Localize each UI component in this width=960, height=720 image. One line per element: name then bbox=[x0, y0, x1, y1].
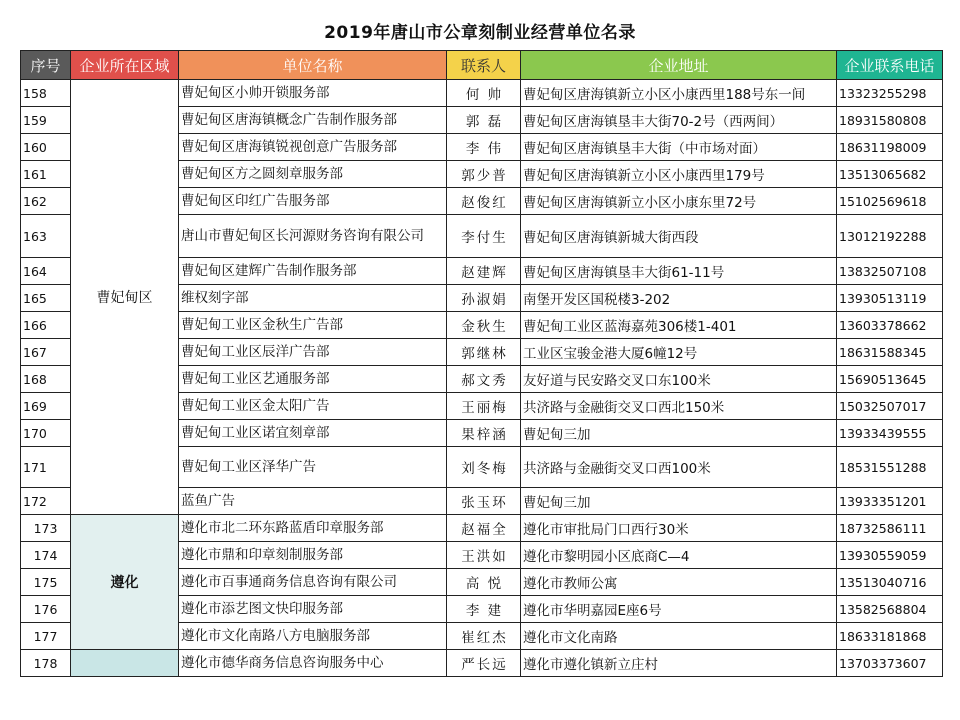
contact-person: 金秋生 bbox=[447, 312, 521, 339]
company-name: 曹妃甸工业区艺通服务部 bbox=[179, 366, 447, 393]
header-phone: 企业联系电话 bbox=[837, 51, 943, 80]
directory-table bbox=[20, 50, 943, 677]
company-name: 遵化市北二环东路蓝盾印章服务部 bbox=[179, 515, 447, 542]
company-address: 曹妃甸区唐海镇新立小区小康西里188号东一间 bbox=[521, 80, 837, 107]
company-name: 曹妃甸工业区金秋生广告部 bbox=[179, 312, 447, 339]
contact-person: 郭继林 bbox=[447, 339, 521, 366]
table-row bbox=[21, 515, 943, 542]
contact-person: 王丽梅 bbox=[447, 393, 521, 420]
row-number: 172 bbox=[21, 488, 71, 515]
page-title: 2019年唐山市公章刻制业经营单位名录 bbox=[324, 23, 636, 43]
company-address: 工业区宝骏金港大厦6幢12号 bbox=[521, 339, 837, 366]
company-name: 遵化市鼎和印章刻制服务部 bbox=[179, 542, 447, 569]
contact-person: 高 悦 bbox=[447, 569, 521, 596]
company-address: 曹妃甸工业区蓝海嘉苑306楼1-401 bbox=[521, 312, 837, 339]
company-name: 曹妃甸区唐海镇锐视创意广告服务部 bbox=[179, 134, 447, 161]
row-number: 159 bbox=[21, 107, 71, 134]
contact-person: 王洪如 bbox=[447, 542, 521, 569]
contact-person: 赵建辉 bbox=[447, 258, 521, 285]
row-number: 167 bbox=[21, 339, 71, 366]
header-row bbox=[21, 51, 943, 80]
company-address: 遵化市文化南路 bbox=[521, 623, 837, 650]
row-number: 161 bbox=[21, 161, 71, 188]
company-phone: 13933351201 bbox=[837, 488, 943, 515]
company-name: 曹妃甸区小帅开锁服务部 bbox=[179, 80, 447, 107]
contact-person: 张玉环 bbox=[447, 488, 521, 515]
company-phone: 18631198009 bbox=[837, 134, 943, 161]
table-row bbox=[21, 650, 943, 677]
company-address: 遵化市教师公寓 bbox=[521, 569, 837, 596]
row-number: 174 bbox=[21, 542, 71, 569]
company-address: 曹妃甸区唐海镇新立小区小康西里179号 bbox=[521, 161, 837, 188]
company-phone: 13930559059 bbox=[837, 542, 943, 569]
contact-person: 郭 磊 bbox=[447, 107, 521, 134]
company-address: 曹妃甸区唐海镇垦丰大街61-11号 bbox=[521, 258, 837, 285]
company-address: 遵化市黎明园小区底商C—4 bbox=[521, 542, 837, 569]
contact-person: 赵福全 bbox=[447, 515, 521, 542]
company-address: 曹妃甸区唐海镇新城大街西段 bbox=[521, 215, 837, 258]
company-name: 遵化市添艺图文快印服务部 bbox=[179, 596, 447, 623]
row-number: 168 bbox=[21, 366, 71, 393]
company-phone: 13703373607 bbox=[837, 650, 943, 677]
company-phone: 13513065682 bbox=[837, 161, 943, 188]
company-phone: 13012192288 bbox=[837, 215, 943, 258]
row-number: 170 bbox=[21, 420, 71, 447]
company-address: 遵化市遵化镇新立庄村 bbox=[521, 650, 837, 677]
company-phone: 13930513119 bbox=[837, 285, 943, 312]
company-name: 曹妃甸区唐海镇概念广告制作服务部 bbox=[179, 107, 447, 134]
company-address: 曹妃甸区唐海镇垦丰大街70-2号（西两间） bbox=[521, 107, 837, 134]
company-address: 曹妃甸三加 bbox=[521, 488, 837, 515]
company-address: 共济路与金融街交叉口西北150米 bbox=[521, 393, 837, 420]
header-region: 企业所在区域 bbox=[71, 51, 179, 80]
company-name: 蓝鱼广告 bbox=[179, 488, 447, 515]
row-number: 175 bbox=[21, 569, 71, 596]
header-company-name: 单位名称 bbox=[179, 51, 447, 80]
company-phone: 18631588345 bbox=[837, 339, 943, 366]
contact-person: 刘冬梅 bbox=[447, 447, 521, 488]
company-phone: 13832507108 bbox=[837, 258, 943, 285]
company-name: 曹妃甸工业区诺宜刻章部 bbox=[179, 420, 447, 447]
company-name: 曹妃甸工业区金太阳广告 bbox=[179, 393, 447, 420]
contact-person: 崔红杰 bbox=[447, 623, 521, 650]
company-address: 友好道与民安路交叉口东100米 bbox=[521, 366, 837, 393]
row-number: 177 bbox=[21, 623, 71, 650]
row-number: 178 bbox=[21, 650, 71, 677]
company-phone: 15102569618 bbox=[837, 188, 943, 215]
company-phone: 13933439555 bbox=[837, 420, 943, 447]
contact-person: 郝文秀 bbox=[447, 366, 521, 393]
company-address: 曹妃甸区唐海镇新立小区小康东里72号 bbox=[521, 188, 837, 215]
contact-person: 赵俊红 bbox=[447, 188, 521, 215]
row-number: 165 bbox=[21, 285, 71, 312]
row-number: 176 bbox=[21, 596, 71, 623]
company-name: 曹妃甸区印红广告服务部 bbox=[179, 188, 447, 215]
company-name: 曹妃甸区方之圆刻章服务部 bbox=[179, 161, 447, 188]
company-phone: 18633181868 bbox=[837, 623, 943, 650]
company-address: 曹妃甸三加 bbox=[521, 420, 837, 447]
company-name: 维权刻字部 bbox=[179, 285, 447, 312]
company-address: 遵化市华明嘉园E座6号 bbox=[521, 596, 837, 623]
company-phone: 15690513645 bbox=[837, 366, 943, 393]
company-address: 共济路与金融街交叉口西100米 bbox=[521, 447, 837, 488]
contact-person: 李 伟 bbox=[447, 134, 521, 161]
contact-person: 何 帅 bbox=[447, 80, 521, 107]
table-row bbox=[21, 80, 943, 107]
row-number: 171 bbox=[21, 447, 71, 488]
contact-person: 孙淑娟 bbox=[447, 285, 521, 312]
company-phone: 15032507017 bbox=[837, 393, 943, 420]
region-cell-empty bbox=[71, 650, 179, 677]
company-phone: 13323255298 bbox=[837, 80, 943, 107]
company-phone: 13513040716 bbox=[837, 569, 943, 596]
contact-person: 李 建 bbox=[447, 596, 521, 623]
header-contact: 联系人 bbox=[447, 51, 521, 80]
company-phone: 13582568804 bbox=[837, 596, 943, 623]
company-address: 南堡开发区国税楼3-202 bbox=[521, 285, 837, 312]
row-number: 158 bbox=[21, 80, 71, 107]
company-name: 曹妃甸工业区辰洋广告部 bbox=[179, 339, 447, 366]
row-number: 169 bbox=[21, 393, 71, 420]
company-name: 遵化市德华商务信息咨询服务中心 bbox=[179, 650, 447, 677]
company-phone: 18931580808 bbox=[837, 107, 943, 134]
row-number: 164 bbox=[21, 258, 71, 285]
company-phone: 18732586111 bbox=[837, 515, 943, 542]
contact-person: 李付生 bbox=[447, 215, 521, 258]
company-phone: 18531551288 bbox=[837, 447, 943, 488]
region-cell: 曹妃甸区 bbox=[71, 80, 179, 515]
company-address: 曹妃甸区唐海镇垦丰大街（中市场对面） bbox=[521, 134, 837, 161]
row-number: 160 bbox=[21, 134, 71, 161]
row-number: 162 bbox=[21, 188, 71, 215]
company-name: 曹妃甸区建辉广告制作服务部 bbox=[179, 258, 447, 285]
company-address: 遵化市审批局门口西行30米 bbox=[521, 515, 837, 542]
header-seq: 序号 bbox=[21, 51, 71, 80]
row-number: 173 bbox=[21, 515, 71, 542]
table-body bbox=[21, 80, 943, 677]
contact-person: 郭少普 bbox=[447, 161, 521, 188]
region-cell: 遵化 bbox=[71, 515, 179, 650]
company-name: 遵化市百事通商务信息咨询有限公司 bbox=[179, 569, 447, 596]
row-number: 166 bbox=[21, 312, 71, 339]
header-address: 企业地址 bbox=[521, 51, 837, 80]
row-number: 163 bbox=[21, 215, 71, 258]
company-name: 唐山市曹妃甸区长河源财务咨询有限公司 bbox=[179, 215, 447, 258]
contact-person: 果梓涵 bbox=[447, 420, 521, 447]
contact-person: 严长远 bbox=[447, 650, 521, 677]
company-name: 遵化市文化南路八方电脑服务部 bbox=[179, 623, 447, 650]
company-phone: 13603378662 bbox=[837, 312, 943, 339]
company-name: 曹妃甸工业区泽华广告 bbox=[179, 447, 447, 488]
